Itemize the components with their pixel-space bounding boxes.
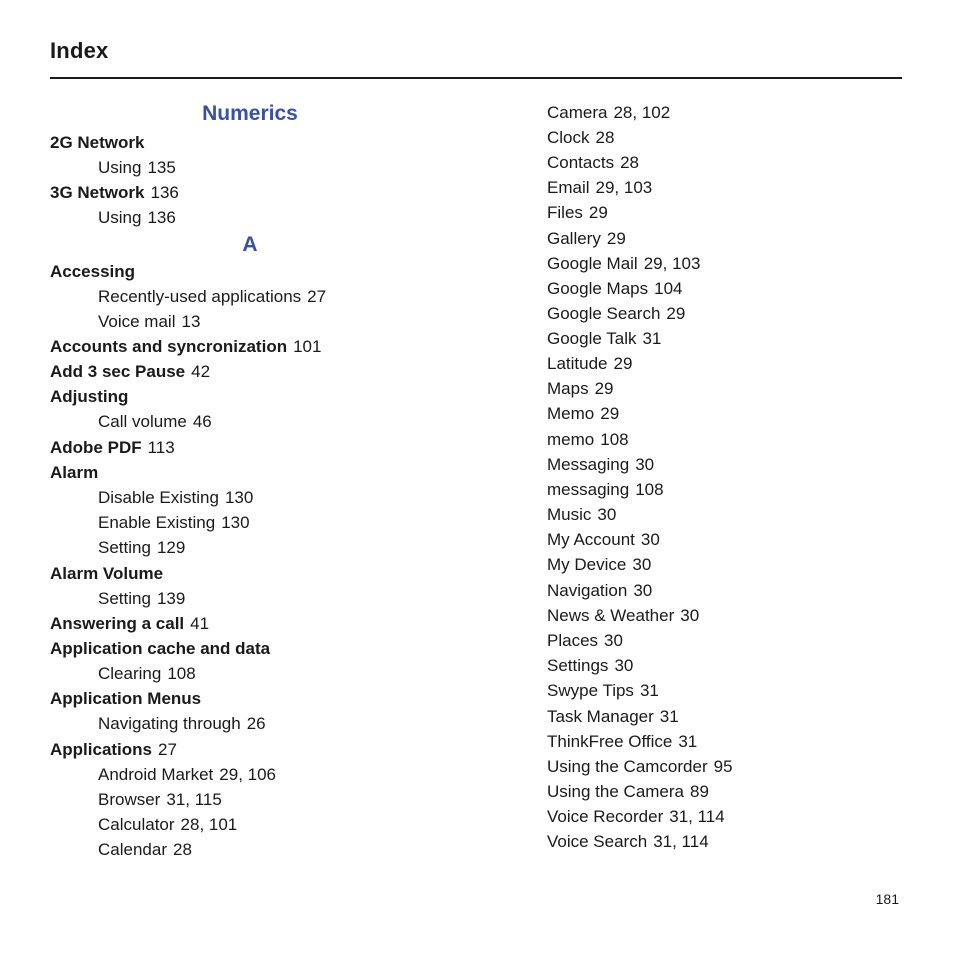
index-entry: [547, 628, 623, 653]
entry-term: memo: [547, 430, 595, 449]
index-entry: [547, 175, 652, 200]
index-entry: [547, 401, 619, 426]
entry-term: Contacts: [547, 153, 615, 172]
index-entry: [50, 130, 144, 155]
index-entry: [547, 678, 659, 703]
entry-pages: 28: [173, 840, 192, 859]
index-entry: [50, 435, 175, 460]
entry-term: Disable Existing: [98, 488, 219, 507]
entry-pages: 29: [666, 304, 686, 323]
index-entry: [547, 100, 670, 125]
entry-pages: 29: [600, 404, 620, 423]
index-entry: [547, 226, 626, 251]
entry-term: Swype Tips: [547, 681, 634, 700]
entry-term: Recently-used applications: [98, 287, 302, 306]
entry-pages: 42: [191, 362, 211, 381]
entry-pages: 30: [604, 631, 623, 650]
entry-term: Voice Search: [547, 832, 648, 851]
entry-term: Google Talk: [547, 329, 637, 348]
index-subentry: [98, 787, 222, 812]
entry-pages: 46: [192, 412, 212, 431]
entry-term: Enable Existing: [98, 513, 216, 532]
entry-term: Adobe PDF: [50, 438, 142, 457]
index-entry: [547, 276, 683, 301]
entry-term: Voice mail: [98, 312, 176, 331]
entry-pages: 30: [635, 455, 655, 474]
entry-term: Clearing: [98, 664, 162, 683]
entry-term: Task Manager: [547, 707, 654, 726]
entry-term: Adjusting: [50, 387, 129, 406]
entry-term: Clock: [547, 128, 590, 147]
entry-term: Accounts and syncronization: [50, 337, 288, 356]
entry-pages: 108: [600, 430, 629, 449]
index-entry: [547, 729, 697, 754]
index-subentry: [98, 309, 200, 334]
index-entry: [547, 502, 616, 527]
entry-term: Calculator: [98, 815, 175, 834]
index-subentry: [98, 155, 176, 180]
index-subentry: [98, 409, 212, 434]
index-subentry: [98, 661, 196, 686]
entry-pages: 31: [678, 732, 698, 751]
index-entry: [547, 578, 652, 603]
index-entry: [547, 351, 632, 376]
entry-term: Music: [547, 505, 592, 524]
index-entry: [50, 611, 209, 636]
entry-term: My Device: [547, 555, 627, 574]
entry-term: Application cache and data: [50, 639, 271, 658]
index-entry: [547, 603, 699, 628]
index-entry: [50, 259, 135, 284]
entry-term: Call volume: [98, 412, 187, 431]
entry-term: Files: [547, 203, 583, 222]
entry-pages: 31, 115: [166, 790, 222, 809]
index-entry: [50, 180, 179, 205]
entry-term: Messaging: [547, 455, 630, 474]
entry-pages: 30: [680, 606, 700, 625]
entry-pages: 130: [221, 513, 250, 532]
entry-term: Maps: [547, 379, 589, 398]
entry-pages: 27: [158, 740, 177, 759]
entry-pages: 13: [181, 312, 201, 331]
entry-term: Navigating through: [98, 714, 241, 733]
index-entry: [547, 653, 633, 678]
index-subentry: [98, 711, 266, 736]
entry-term: Answering a call: [50, 614, 185, 633]
entry-pages: 28: [620, 153, 640, 172]
entry-pages: 136: [147, 208, 176, 227]
index-entry: [547, 251, 700, 276]
index-subentry: [98, 586, 185, 611]
entry-pages: 28: [595, 128, 615, 147]
entry-pages: 31: [642, 329, 662, 348]
index-entry: [547, 527, 660, 552]
entry-pages: 41: [190, 614, 210, 633]
entry-pages: 30: [640, 530, 660, 549]
entry-pages: 28, 102: [613, 103, 671, 122]
entry-term: My Account: [547, 530, 635, 549]
entry-term: Latitude: [547, 354, 608, 373]
entry-pages: 139: [156, 589, 186, 608]
entry-pages: 95: [713, 757, 733, 776]
entry-term: Browser: [98, 790, 161, 809]
entry-pages: 108: [167, 664, 196, 683]
index-entry: [547, 477, 664, 502]
entry-term: Google Search: [547, 304, 661, 323]
entry-term: Google Maps: [547, 279, 649, 298]
entry-pages: 29: [594, 379, 614, 398]
entry-pages: 135: [147, 158, 176, 177]
entry-term: Voice Recorder: [547, 807, 664, 826]
index-subentry: [98, 510, 250, 535]
entry-pages: 31: [659, 707, 679, 726]
index-entry: [50, 561, 163, 586]
index-entry: [50, 359, 210, 384]
index-entry: [547, 779, 709, 804]
entry-pages: 29: [613, 354, 633, 373]
entry-pages: 30: [597, 505, 617, 524]
entry-pages: 101: [293, 337, 322, 356]
section-heading-a: A: [242, 233, 258, 256]
entry-term: Android Market: [98, 765, 214, 784]
entry-term: Gallery: [547, 229, 601, 248]
entry-pages: 27: [307, 287, 327, 306]
entry-pages: 31: [639, 681, 659, 700]
index-entry: [547, 301, 685, 326]
entry-term: 2G Network: [50, 133, 145, 152]
title-rule: [50, 77, 902, 79]
index-entry: [50, 460, 98, 485]
entry-pages: 89: [690, 782, 709, 801]
entry-term: Using: [98, 208, 142, 227]
index-subentry: [98, 812, 237, 837]
entry-term: Using the Camcorder: [547, 757, 708, 776]
entry-pages: 26: [246, 714, 266, 733]
index-entry: [547, 427, 629, 452]
index-entry: [547, 125, 614, 150]
index-subentry: [98, 837, 192, 862]
entry-pages: 136: [150, 183, 179, 202]
entry-pages: 29, 103: [643, 254, 701, 273]
entry-pages: 30: [614, 656, 634, 675]
section-heading-numerics: Numerics: [202, 102, 298, 125]
index-subentry: [98, 284, 326, 309]
entry-term: Calendar: [98, 840, 167, 859]
index-entry: [50, 737, 177, 762]
entry-term: Memo: [547, 404, 595, 423]
entry-pages: 31, 114: [669, 807, 725, 826]
entry-pages: 30: [633, 581, 653, 600]
entry-pages: 29: [588, 203, 608, 222]
entry-term: ThinkFree Office: [547, 732, 673, 751]
entry-pages: 29, 106: [219, 765, 277, 784]
entry-pages: 108: [635, 480, 664, 499]
index-entry: [547, 829, 709, 854]
entry-term: Alarm: [50, 463, 99, 482]
entry-term: Camera: [547, 103, 608, 122]
page-number: 181: [875, 891, 899, 907]
index-subentry: [98, 205, 176, 230]
entry-term: 3G Network: [50, 183, 145, 202]
entry-term: Navigation: [547, 581, 628, 600]
index-entry: [547, 452, 654, 477]
entry-term: Settings: [547, 656, 609, 675]
entry-pages: 30: [632, 555, 652, 574]
entry-pages: 104: [654, 279, 683, 298]
entry-pages: 29: [606, 229, 626, 248]
index-entry: [547, 150, 639, 175]
index-entry: [50, 384, 128, 409]
index-entry: [547, 754, 733, 779]
entry-term: Setting: [98, 538, 151, 557]
entry-pages: 29, 103: [595, 178, 653, 197]
index-subentry: [98, 485, 253, 510]
entry-term: News & Weather: [547, 606, 675, 625]
index-entry: [547, 326, 661, 351]
entry-pages: 28, 101: [180, 815, 238, 834]
entry-term: Accessing: [50, 262, 136, 281]
entry-term: Add 3 sec Pause: [50, 362, 186, 381]
entry-term: Places: [547, 631, 599, 650]
entry-term: Alarm Volume: [50, 564, 164, 583]
entry-term: Using: [98, 158, 142, 177]
entry-term: messaging: [547, 480, 630, 499]
index-entry: [547, 376, 614, 401]
index-entry: [50, 686, 201, 711]
entry-pages: 129: [156, 538, 186, 557]
index-entry: [50, 636, 270, 661]
entry-term: Setting: [98, 589, 151, 608]
entry-pages: 130: [224, 488, 254, 507]
index-entry: [547, 804, 725, 829]
entry-term: Email: [547, 178, 590, 197]
page-title: Index: [50, 38, 109, 63]
index-entry: [547, 200, 608, 225]
index-subentry: [98, 762, 276, 787]
entry-term: Using the Camera: [547, 782, 685, 801]
entry-term: Application Menus: [50, 689, 202, 708]
index-subentry: [98, 535, 185, 560]
entry-term: Google Mail: [547, 254, 638, 273]
entry-pages: 31, 114: [653, 832, 709, 851]
entry-pages: 113: [147, 438, 175, 457]
index-entry: [50, 334, 321, 359]
entry-term: Applications: [50, 740, 153, 759]
index-entry: [547, 704, 679, 729]
index-entry: [547, 552, 651, 577]
